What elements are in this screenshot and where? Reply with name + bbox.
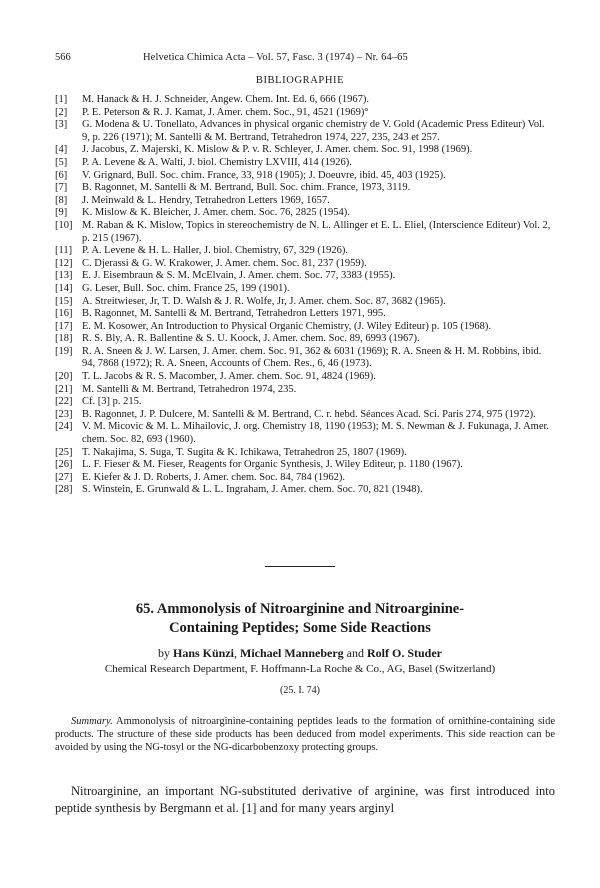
reference-number: [10] [55, 219, 73, 231]
reference-text: V. M. Micovic & M. L. Mihailovic, J. org. Chemistry 18, 1190 (1953); M. S. Newman & J. Fukunaga, J. Amer. chem. Soc. 82, 693 (1960). [82, 421, 550, 446]
reference-number: [28] [55, 484, 73, 496]
reference-item [55, 207, 555, 220]
reference-text: M. Hanack & H. J. Schneider, Angew. Chem. Int. Ed. 6, 666 (1967). [82, 94, 370, 105]
reference-item [55, 396, 555, 409]
reference-number: [4] [55, 144, 68, 156]
reference-number: [27] [55, 471, 73, 483]
reference-item [55, 459, 555, 472]
reference-text: J. Jacobus, Z. Majerski, K. Mislow & P. v. R. Schleyer, J. Amer. chem. Soc. 91, 1998 (1969). [82, 144, 473, 156]
reference-item [55, 308, 555, 321]
reference-text: G. Modena & U. Tonellato, Advances in physical organic chemistry de V. Gold (Academic Press Editeur) Vol. 9, p. 226 (1971); M. Santelli & M. Bertrand, Tetrahedron 1974, 227, 235, 243 et 257. [82, 119, 545, 143]
reference-number: [5] [55, 156, 68, 168]
author-line: by Hans Künzi, Michael Manneberg and Rolf O. Studer [157, 646, 442, 660]
reference-item [55, 258, 555, 271]
reference-item [55, 107, 555, 120]
reference-number: [12] [55, 257, 73, 269]
reference-text: L. F. Fieser & M. Fieser, Reagents for Organic Synthesis, J. Wiley Editeur, p. 1180 (1967). [82, 459, 463, 471]
reference-text: E. Kiefer & J. D. Roberts, J. Amer. chem. Soc. 84, 784 (1962). [82, 471, 346, 483]
reference-text: P. E. Peterson & R. J. Kamat, J. Amer. chem. Soc., 91, 4521 (1969)° [82, 106, 369, 118]
running-header [55, 52, 555, 66]
reference-text: K. Mislow & K. Bleicher, J. Amer. chem. Soc. 76, 2825 (1954). [82, 207, 350, 219]
reference-number: [14] [55, 282, 73, 294]
reference-number: [21] [55, 383, 73, 395]
reference-item [55, 421, 555, 446]
reference-number: [22] [55, 396, 73, 408]
summary-text: Ammonolysis of nitroarginine-containing peptides leads to the formation of ornithine-containing side products. The structure of these side products has been deduced from model experiments. This side reaction can be avoided by using the NG-tosyl or the NG-dicarbobenzoxy protecting groups. [55, 716, 555, 753]
reference-text: M. Santelli & M. Bertrand, Tetrahedron 1974, 235. [82, 383, 297, 395]
reference-text: E. M. Kosower, An Introduction to Physical Organic Chemistry, (J. Wiley Editeur) p. 105 (1968). [82, 320, 491, 332]
reference-item [55, 384, 555, 397]
reference-number: [3] [55, 119, 68, 131]
reference-number: [11] [55, 245, 73, 257]
reference-item [55, 472, 555, 485]
summary-label: Summary. [71, 716, 113, 727]
reference-text: B. Ragonnet, J. P. Dulcere, M. Santelli & M. Bertrand, C. r. hebd. Séances Acad. Sci. Paris 274, 975 (1972). [82, 408, 536, 420]
reference-number: [18] [55, 333, 73, 345]
article-title-line-1: 65. Ammonolysis of Nitroarginine and Nitroarginine- [135, 601, 465, 617]
page-number: 566 [55, 52, 71, 63]
reference-item [55, 283, 555, 296]
reference-item [55, 195, 555, 208]
reference-number: [19] [55, 345, 73, 357]
reference-number: [2] [55, 106, 68, 118]
reference-text: R. S. Bly, A. R. Ballentine & S. U. Koock, J. Amer. chem. Soc. 89, 6993 (1967). [82, 333, 420, 345]
body-paragraph: Nitroarginine, an important NG-substituted derivative of arginine, was first introduced into peptide synthesis by Bergmann et al. [1] and for many years arginyl [55, 784, 555, 815]
author-by: by [157, 646, 170, 660]
reference-number: [25] [55, 446, 73, 458]
reference-number: [1] [55, 94, 68, 105]
reference-text: Cf. [3] p. 215. [82, 396, 142, 408]
reference-text: R. A. Sneen & J. W. Larsen, J. Amer. chem. Soc. 91, 362 & 6031 (1969); R. A. Sneen & H. M. Robbins, ibid. 94, 7868 (1972); R. A. Sneen, Accounts of Chem. Res., 6, 46 (1973). [82, 345, 542, 370]
author-and: and [346, 646, 364, 660]
reference-item [55, 296, 555, 309]
reference-item [55, 447, 555, 460]
reference-number: [13] [55, 270, 73, 282]
reference-number: [23] [55, 408, 73, 420]
reference-number: [6] [55, 169, 68, 181]
article-title [0, 600, 600, 638]
reference-number: [9] [55, 207, 68, 219]
article-title-line-2: Containing Peptides; Some Side Reactions [169, 620, 431, 636]
reference-text: T. Nakajima, S. Suga, T. Sugita & K. Ichikawa, Tetrahedron 25, 1807 (1969). [82, 446, 407, 458]
reference-text: B. Ragonnet, M. Santelli & M. Bertrand, Tetrahedron Letters 1971, 995. [82, 308, 386, 320]
author-name: Rolf O. Studer [367, 646, 442, 660]
reference-text: J. Meinwald & L. Hendry, Tetrahedron Letters 1969, 1657. [82, 194, 330, 206]
reference-text: S. Winstein, E. Grunwald & L. L. Ingraham, J. Amer. chem. Soc. 70, 821 (1948). [82, 484, 423, 496]
reference-item [55, 371, 555, 384]
reference-item [55, 245, 555, 258]
reference-text: E. J. Eisembraun & S. M. McElvain, J. Amer. chem. Soc. 77, 3383 (1955). [82, 270, 396, 282]
reference-number: [17] [55, 320, 73, 332]
summary-paragraph [55, 716, 555, 754]
reference-text: A. Streitwieser, Jr, T. D. Walsh & J. R. Wolfe, Jr, J. Amer. chem. Soc. 87, 3682 (1965). [82, 295, 446, 307]
reference-number: [24] [55, 421, 73, 433]
reference-number: [16] [55, 308, 73, 320]
reference-text: C. Djerassi & G. W. Krakower, J. Amer. chem. Soc. 81, 237 (1959). [82, 257, 367, 269]
reference-item [55, 321, 555, 334]
reference-number: [7] [55, 182, 68, 194]
reference-text: M. Raban & K. Mislow, Topics in stereochemistry de N. L. Allinger et E. L. Eliel, (Interscience Editeur) Vol. 2, p. 215 (1967). [82, 219, 551, 244]
reference-number: [8] [55, 194, 68, 206]
reference-text: G. Leser, Bull. Soc. chim. France 25, 199 (1901). [82, 282, 290, 294]
reference-item [55, 333, 555, 346]
reference-item [55, 409, 555, 422]
reference-text: T. L. Jacobs & R. S. Macomber, J. Amer. chem. Soc. 91, 4824 (1969). [82, 371, 376, 383]
reference-text: P. A. Levene & H. L. Haller, J. biol. Chemistry, 67, 329 (1926). [82, 245, 349, 257]
reference-item [55, 170, 555, 183]
reference-item [55, 270, 555, 283]
running-title: Helvetica Chimica Acta – Vol. 57, Fasc. 3 (1974) – Nr. 64–65 [143, 52, 408, 63]
reference-item [55, 94, 555, 107]
reference-text: P. A. Levene & A. Walti, J. biol. Chemistry LXVIII, 414 (1926). [82, 156, 352, 168]
reference-item [55, 220, 555, 245]
reference-item [55, 119, 555, 144]
reference-number: [26] [55, 459, 73, 471]
reference-item [55, 157, 555, 170]
reference-text: B. Ragonnet, M. Santelli & M. Bertrand, Bull. Soc. chim. France, 1973, 3119. [82, 182, 411, 194]
affiliation: Chemical Research Department, F. Hoffmann-La Roche & Co., AG, Basel (Switzerland) [104, 663, 496, 675]
reference-item [55, 346, 555, 371]
author-name: Michael Manneberg [240, 646, 344, 660]
received-date: (25. I. 74) [280, 685, 320, 696]
bibliography-heading: BIBLIOGRAPHIE [255, 75, 345, 86]
section-divider [265, 566, 335, 567]
author-name: Hans Künzi [172, 646, 235, 660]
reference-number: [20] [55, 371, 73, 383]
reference-item [55, 144, 555, 157]
reference-text: V. Grignard, Bull. Soc. chim. France, 33, 918 (1905); J. Doeuvre, ibid. 45, 403 (1925). [82, 169, 446, 181]
reference-list [55, 94, 555, 497]
reference-item [55, 182, 555, 195]
reference-number: [15] [55, 295, 73, 307]
reference-item [55, 484, 555, 497]
